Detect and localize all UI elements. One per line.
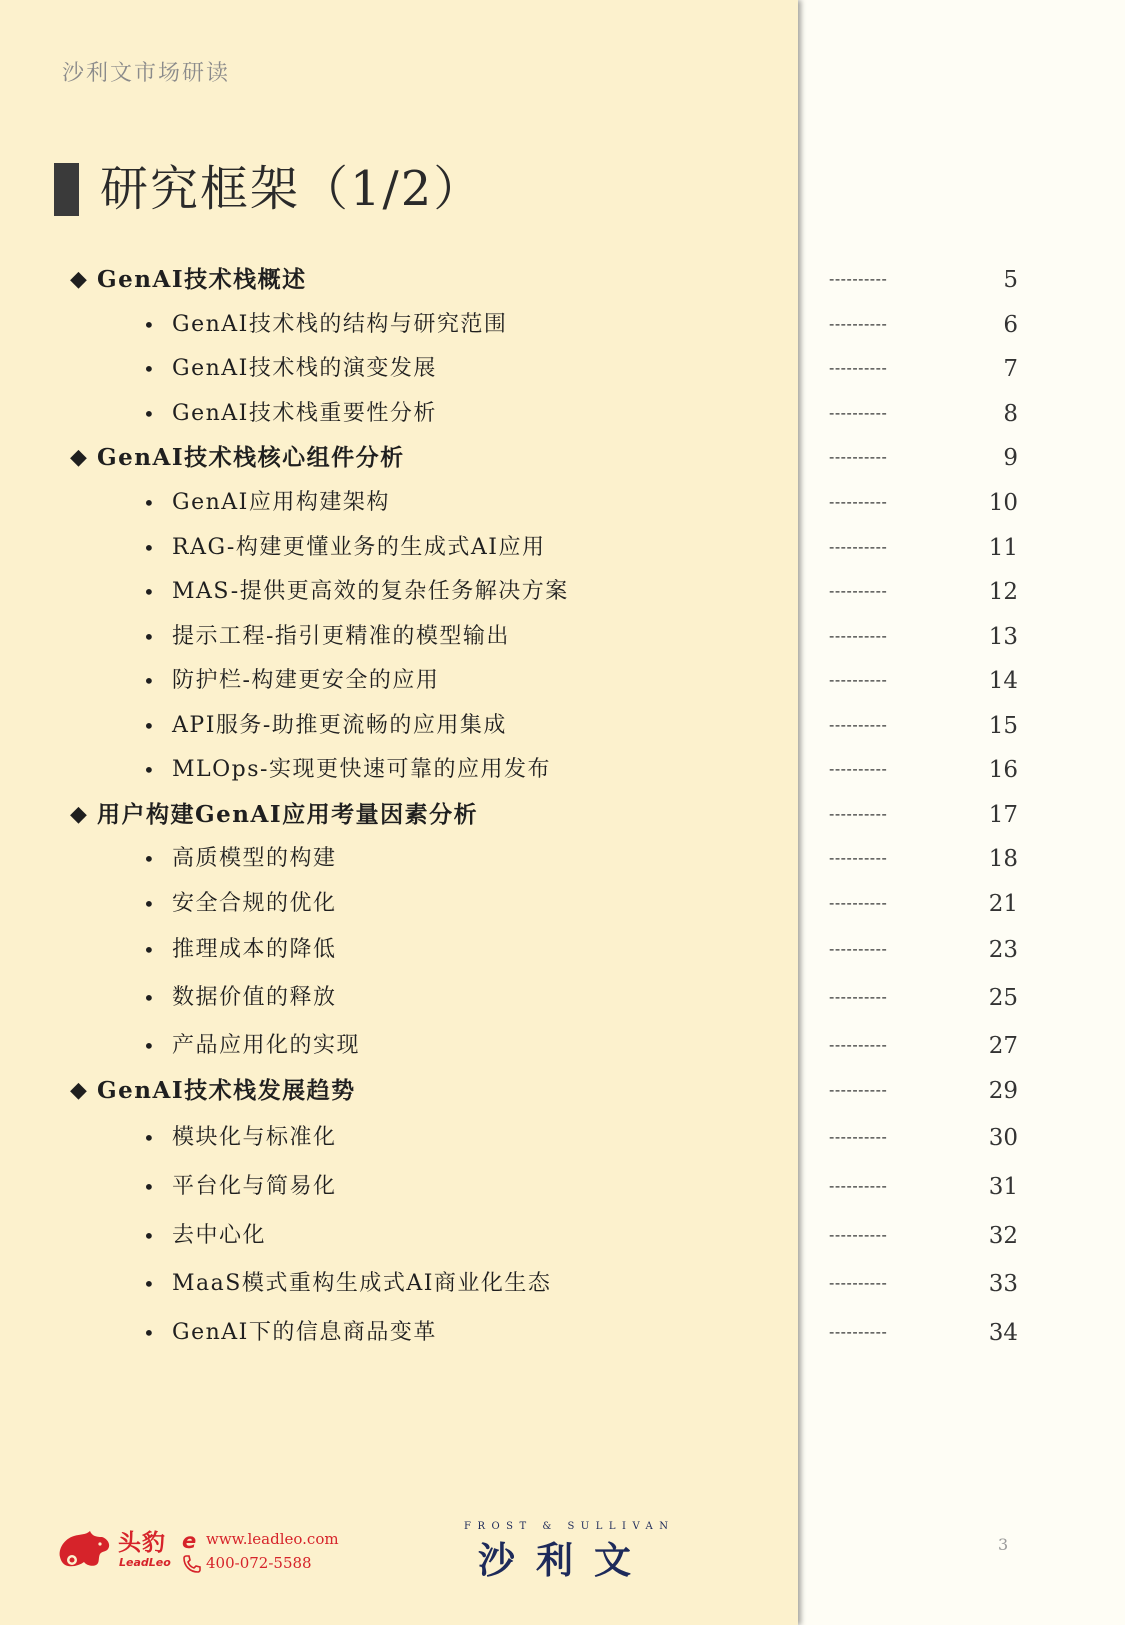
toc-page-number: 16 bbox=[988, 757, 1018, 783]
toc-page-number: 17 bbox=[988, 802, 1018, 828]
footer-page-number: 3 bbox=[998, 1535, 1009, 1554]
bullet-icon: • bbox=[143, 714, 155, 738]
toc-page-number: 15 bbox=[988, 713, 1018, 739]
toc-leader-dashes: ---------- bbox=[829, 539, 888, 556]
toc-leader-dashes: ---------- bbox=[829, 628, 888, 645]
toc-page-number: 23 bbox=[988, 937, 1018, 963]
toc-section[interactable] bbox=[0, 797, 1125, 833]
toc-item[interactable] bbox=[0, 752, 1125, 788]
bullet-icon: • bbox=[143, 758, 155, 782]
toc-label: GenAI下的信息商品变革 bbox=[172, 1320, 437, 1345]
toc-label: GenAI技术栈重要性分析 bbox=[172, 401, 437, 426]
toc-page-number: 5 bbox=[1003, 267, 1018, 293]
toc-leader-dashes: ---------- bbox=[829, 895, 888, 912]
toc-leader-dashes: ---------- bbox=[829, 449, 888, 466]
footer-website-link[interactable]: www.leadleo.com bbox=[206, 1530, 339, 1548]
diamond-bullet-icon: ◆ bbox=[70, 267, 87, 292]
toc-item[interactable] bbox=[0, 619, 1125, 655]
toc-label: GenAI技术栈概述 bbox=[97, 266, 307, 293]
toc-item[interactable] bbox=[0, 574, 1125, 610]
toc-leader-dashes: ---------- bbox=[829, 1275, 888, 1292]
toc-page-number: 11 bbox=[988, 535, 1018, 561]
bullet-icon: • bbox=[143, 892, 155, 916]
toc-leader-dashes: ---------- bbox=[829, 405, 888, 422]
toc-label: 模块化与标准化 bbox=[172, 1125, 337, 1150]
toc-leader-dashes: ---------- bbox=[829, 806, 888, 823]
toc-leader-dashes: ---------- bbox=[829, 672, 888, 689]
toc-label: MLOps-实现更快速可靠的应用发布 bbox=[172, 757, 551, 782]
bullet-icon: • bbox=[143, 1034, 155, 1058]
toc-section[interactable] bbox=[0, 440, 1125, 476]
toc-leader-dashes: ---------- bbox=[829, 494, 888, 511]
leopard-logo-icon bbox=[56, 1527, 112, 1569]
toc-leader-dashes: ---------- bbox=[829, 941, 888, 958]
toc-page-number: 8 bbox=[1003, 401, 1018, 427]
bullet-icon: • bbox=[143, 1272, 155, 1296]
web-e-icon: e bbox=[182, 1529, 197, 1553]
bullet-icon: • bbox=[143, 938, 155, 962]
diamond-bullet-icon: ◆ bbox=[70, 1078, 87, 1103]
toc-item[interactable] bbox=[0, 396, 1125, 432]
toc-page-number: 25 bbox=[988, 985, 1018, 1011]
title-accent-bar bbox=[54, 163, 79, 216]
toc-item[interactable] bbox=[0, 1266, 1125, 1302]
toc-page-number: 9 bbox=[1003, 445, 1018, 471]
bullet-icon: • bbox=[143, 1224, 155, 1248]
toc-page-number: 29 bbox=[988, 1078, 1018, 1104]
toc-label: 提示工程-指引更精准的模型输出 bbox=[172, 624, 510, 649]
toc-leader-dashes: ---------- bbox=[829, 850, 888, 867]
toc-item[interactable] bbox=[0, 1120, 1125, 1156]
toc-item[interactable] bbox=[0, 1028, 1125, 1064]
toc-item[interactable] bbox=[0, 485, 1125, 521]
toc-item[interactable] bbox=[0, 1169, 1125, 1205]
toc-label: MAS-提供更高效的复杂任务解决方案 bbox=[172, 579, 569, 604]
bullet-icon: • bbox=[143, 986, 155, 1010]
toc-page-number: 34 bbox=[988, 1320, 1018, 1346]
toc-page-number: 18 bbox=[988, 846, 1018, 872]
toc-leader-dashes: ---------- bbox=[829, 316, 888, 333]
toc-page-number: 30 bbox=[988, 1125, 1018, 1151]
bullet-icon: • bbox=[143, 669, 155, 693]
toc-page-number: 14 bbox=[988, 668, 1018, 694]
toc-leader-dashes: ---------- bbox=[829, 1082, 888, 1099]
bullet-icon: • bbox=[143, 357, 155, 381]
toc-page-number: 6 bbox=[1003, 312, 1018, 338]
toc-item[interactable] bbox=[0, 708, 1125, 744]
toc-item[interactable] bbox=[0, 1315, 1125, 1351]
toc-label: GenAI技术栈的结构与研究范围 bbox=[172, 312, 508, 337]
bullet-icon: • bbox=[143, 313, 155, 337]
toc-page-number: 31 bbox=[988, 1174, 1018, 1200]
toc-item[interactable] bbox=[0, 351, 1125, 387]
bullet-icon: • bbox=[143, 580, 155, 604]
phone-icon bbox=[182, 1554, 202, 1574]
toc-label: 防护栏-构建更安全的应用 bbox=[172, 668, 440, 693]
toc-item[interactable] bbox=[0, 932, 1125, 968]
toc-leader-dashes: ---------- bbox=[829, 360, 888, 377]
toc-item[interactable] bbox=[0, 1218, 1125, 1254]
toc-label: 产品应用化的实现 bbox=[172, 1033, 361, 1058]
toc-leader-dashes: ---------- bbox=[829, 583, 888, 600]
toc-section[interactable] bbox=[0, 1073, 1125, 1109]
toc-label: 用户构建GenAI应用考量因素分析 bbox=[97, 801, 479, 828]
leadleo-logo-en: LeadLeo bbox=[119, 1556, 171, 1569]
toc-label: 平台化与简易化 bbox=[172, 1174, 337, 1199]
bullet-icon: • bbox=[143, 402, 155, 426]
toc-page-number: 10 bbox=[988, 490, 1018, 516]
bullet-icon: • bbox=[143, 536, 155, 560]
toc-label: GenAI应用构建架构 bbox=[172, 490, 390, 515]
toc-label: 推理成本的降低 bbox=[172, 937, 337, 962]
toc-page-number: 21 bbox=[988, 891, 1018, 917]
toc-leader-dashes: ---------- bbox=[829, 1129, 888, 1146]
header-brand: 沙利文市场研读 bbox=[62, 61, 231, 86]
toc-item[interactable] bbox=[0, 980, 1125, 1016]
toc-page-number: 33 bbox=[988, 1271, 1018, 1297]
bullet-icon: • bbox=[143, 1126, 155, 1150]
toc-label: GenAI技术栈发展趋势 bbox=[97, 1077, 356, 1104]
toc-page-number: 7 bbox=[1003, 356, 1018, 382]
toc-leader-dashes: ---------- bbox=[829, 717, 888, 734]
toc-leader-dashes: ---------- bbox=[829, 1227, 888, 1244]
toc-label: 去中心化 bbox=[172, 1223, 267, 1248]
toc-page-number: 32 bbox=[988, 1223, 1018, 1249]
toc-leader-dashes: ---------- bbox=[829, 1037, 888, 1054]
bullet-icon: • bbox=[143, 1321, 155, 1345]
toc-leader-dashes: ---------- bbox=[829, 1178, 888, 1195]
toc-section[interactable] bbox=[0, 262, 1125, 298]
frost-sullivan-logo-en: FROST & SULLIVAN bbox=[464, 1521, 675, 1532]
bullet-icon: • bbox=[143, 625, 155, 649]
leadleo-logo-cn: 头豹 bbox=[118, 1530, 166, 1556]
toc-page-number: 27 bbox=[988, 1033, 1018, 1059]
bullet-icon: • bbox=[143, 847, 155, 871]
toc-page-number: 12 bbox=[988, 579, 1018, 605]
page-title: 研究框架（1/2） bbox=[100, 161, 484, 217]
diamond-bullet-icon: ◆ bbox=[70, 802, 87, 827]
toc-leader-dashes: ---------- bbox=[829, 989, 888, 1006]
toc-label: GenAI技术栈的演变发展 bbox=[172, 356, 437, 381]
toc-label: RAG-构建更懂业务的生成式AI应用 bbox=[172, 535, 546, 560]
toc-leader-dashes: ---------- bbox=[829, 761, 888, 778]
footer-phone-number: 400-072-5588 bbox=[206, 1554, 312, 1572]
toc-label: 数据价值的释放 bbox=[172, 985, 337, 1010]
toc-page-number: 13 bbox=[988, 624, 1018, 650]
toc-item[interactable] bbox=[0, 663, 1125, 699]
frost-sullivan-logo-cn: 沙利文 bbox=[478, 1539, 652, 1582]
diamond-bullet-icon: ◆ bbox=[70, 445, 87, 470]
bullet-icon: • bbox=[143, 1175, 155, 1199]
toc-label: MaaS模式重构生成式AI商业化生态 bbox=[172, 1271, 552, 1296]
toc-label: 安全合规的优化 bbox=[172, 891, 337, 916]
toc-label: GenAI技术栈核心组件分析 bbox=[97, 444, 405, 471]
toc-leader-dashes: ---------- bbox=[829, 1324, 888, 1341]
toc-item[interactable] bbox=[0, 841, 1125, 877]
toc-item[interactable] bbox=[0, 307, 1125, 343]
toc-item[interactable] bbox=[0, 886, 1125, 922]
toc-label: 高质模型的构建 bbox=[172, 846, 337, 871]
toc-label: API服务-助推更流畅的应用集成 bbox=[172, 713, 507, 738]
toc-leader-dashes: ---------- bbox=[829, 271, 888, 288]
toc-item[interactable] bbox=[0, 530, 1125, 566]
bullet-icon: • bbox=[143, 491, 155, 515]
